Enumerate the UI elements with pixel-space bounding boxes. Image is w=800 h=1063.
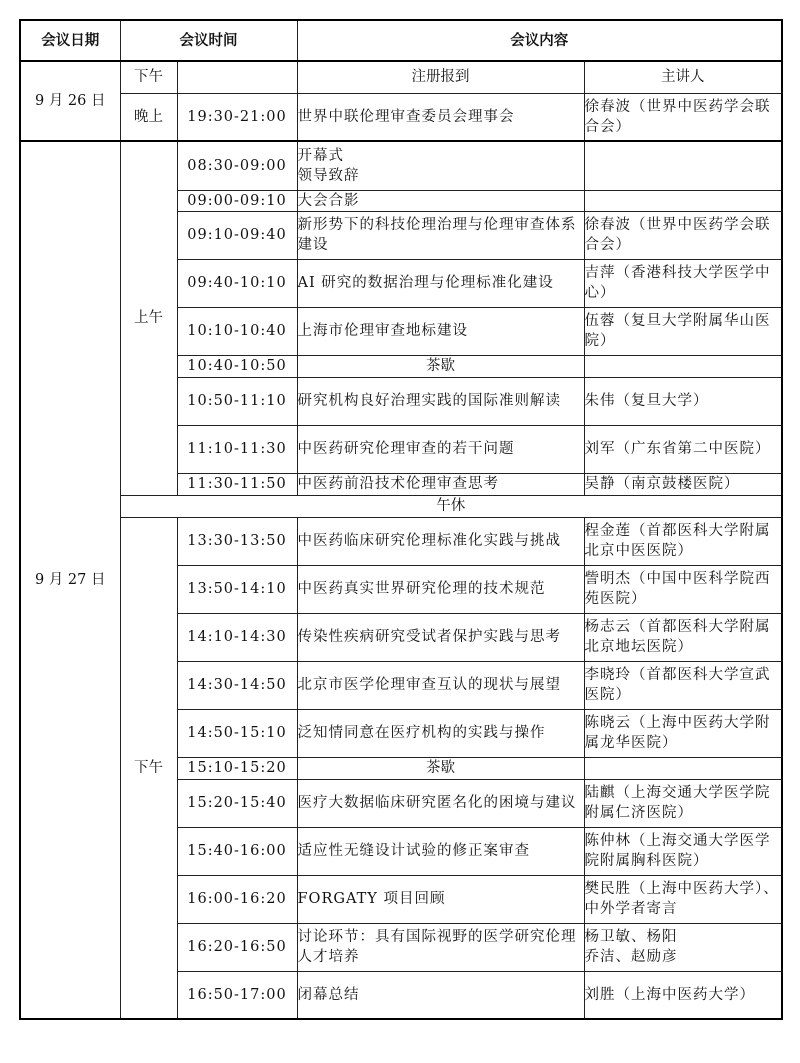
session-topic: 中医药研究伦理审查的若干问题	[297, 425, 584, 473]
session-speaker	[584, 355, 782, 377]
session-time: 09:40-10:10	[177, 259, 297, 307]
session-topic: 上海市伦理审查地标建设	[297, 307, 584, 355]
session-time: 16:00-16:20	[177, 875, 297, 923]
session-speaker	[584, 141, 782, 190]
day1-date: 9 月 26 日	[20, 61, 120, 141]
session-time: 15:40-16:00	[177, 827, 297, 875]
session-time: 16:50-17:00	[177, 971, 297, 1019]
session-speaker: 吉萍（香港科技大学医学中心）	[584, 259, 782, 307]
session-topic: 研究机构良好治理实践的国际准则解读	[297, 377, 584, 425]
registration-label: 注册报到	[297, 61, 584, 93]
session-time: 09:10-09:40	[177, 211, 297, 259]
session-speaker: 伍蓉（复旦大学附属华山医院）	[584, 307, 782, 355]
session-speaker: 刘胜（上海中医药大学）	[584, 971, 782, 1019]
noon-break-label: 午休	[120, 495, 782, 517]
session-topic: FORGATY 项目回顾	[297, 875, 584, 923]
session-speaker: 杨志云（首都医科大学附属北京地坛医院）	[584, 613, 782, 661]
day1-afternoon-label: 下午	[120, 61, 177, 93]
speaker-header: 主讲人	[584, 61, 782, 93]
period-label: 上午	[120, 141, 177, 495]
session-speaker: 訾明杰（中国中医科学院西苑医院）	[584, 565, 782, 613]
session-speaker: 杨卫敏、杨阳 乔洁、赵励彦	[584, 923, 782, 971]
session-topic: 北京市医学伦理审查互认的现状与展望	[297, 661, 584, 709]
session-speaker: 陈晓云（上海中医药大学附属龙华医院）	[584, 709, 782, 757]
session-row	[20, 141, 782, 190]
session-topic: 泛知情同意在医疗机构的实践与操作	[297, 709, 584, 757]
header-date: 会议日期	[20, 20, 120, 61]
session-speaker: 刘军（广东省第二中医院）	[584, 425, 782, 473]
session-row	[20, 517, 782, 565]
agenda-table	[19, 19, 783, 1020]
tea-break-label: 茶歇	[297, 757, 584, 779]
day1-evening-row	[20, 93, 782, 141]
session-topic: 传染性疾病研究受试者保护实践与思考	[297, 613, 584, 661]
session-time: 11:10-11:30	[177, 425, 297, 473]
session-time: 14:50-15:10	[177, 709, 297, 757]
session-topic: 中医药前沿技术伦理审查思考	[297, 473, 584, 495]
period-label: 下午	[120, 517, 177, 1019]
session-topic: 大会合影	[297, 190, 584, 211]
session-speaker: 徐春波（世界中医药学会联合会）	[584, 211, 782, 259]
session-topic: 闭幕总结	[297, 971, 584, 1019]
session-time: 14:10-14:30	[177, 613, 297, 661]
day1-evening-time: 19:30-21:00	[177, 93, 297, 141]
day1-evening-topic: 世界中联伦理审查委员会理事会	[297, 93, 584, 141]
session-speaker: 程金莲（首都医科大学附属北京中医医院）	[584, 517, 782, 565]
session-time: 13:30-13:50	[177, 517, 297, 565]
header-time: 会议时间	[120, 20, 297, 61]
session-time: 10:10-10:40	[177, 307, 297, 355]
day2-date: 9 月 27 日	[20, 141, 120, 1019]
session-topic: 开幕式 领导致辞	[297, 141, 584, 190]
session-time: 10:50-11:10	[177, 377, 297, 425]
session-topic: 适应性无缝设计试验的修正案审查	[297, 827, 584, 875]
session-speaker	[584, 757, 782, 779]
session-topic: 中医药真实世界研究伦理的技术规范	[297, 565, 584, 613]
session-time: 08:30-09:00	[177, 141, 297, 190]
tea-break-label: 茶歇	[297, 355, 584, 377]
noon-break-row	[20, 495, 782, 517]
session-topic: 讨论环节：具有国际视野的医学研究伦理人才培养	[297, 923, 584, 971]
session-topic: 医疗大数据临床研究匿名化的困境与建议	[297, 779, 584, 827]
session-time: 13:50-14:10	[177, 565, 297, 613]
session-time: 14:30-14:50	[177, 661, 297, 709]
session-speaker: 李晓玲（首都医科大学宣武医院）	[584, 661, 782, 709]
session-speaker: 陆麒（上海交通大学医学院附属仁济医院）	[584, 779, 782, 827]
session-time: 09:00-09:10	[177, 190, 297, 211]
session-speaker: 陈仲林（上海交通大学医学院附属胸科医院）	[584, 827, 782, 875]
header-content: 会议内容	[297, 20, 782, 61]
session-topic: AI 研究的数据治理与伦理标准化建设	[297, 259, 584, 307]
session-time: 11:30-11:50	[177, 473, 297, 495]
day1-afternoon-row	[20, 61, 782, 93]
session-topic: 中医药临床研究伦理标准化实践与挑战	[297, 517, 584, 565]
session-time: 10:40-10:50	[177, 355, 297, 377]
empty-cell	[177, 61, 297, 93]
session-speaker	[584, 190, 782, 211]
session-time: 15:20-15:40	[177, 779, 297, 827]
session-time: 16:20-16:50	[177, 923, 297, 971]
day1-evening-speaker: 徐春波（世界中医药学会联合会）	[584, 93, 782, 141]
header-row	[20, 20, 782, 61]
session-time: 15:10-15:20	[177, 757, 297, 779]
session-topic: 新形势下的科技伦理治理与伦理审查体系建设	[297, 211, 584, 259]
session-speaker: 朱伟（复旦大学）	[584, 377, 782, 425]
day1-evening-label: 晚上	[120, 93, 177, 141]
session-speaker: 吴静（南京鼓楼医院）	[584, 473, 782, 495]
session-speaker: 樊民胜（上海中医药大学）、中外学者寄言	[584, 875, 782, 923]
